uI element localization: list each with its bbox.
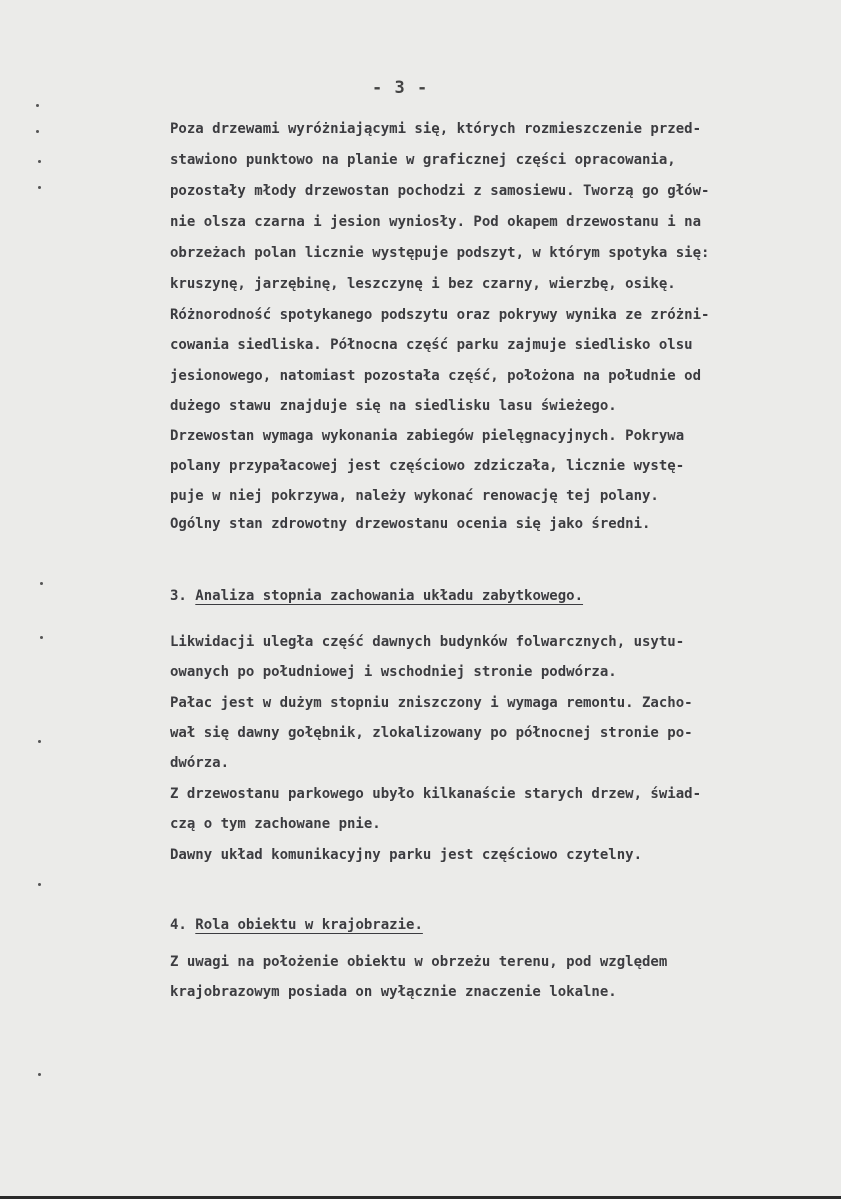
text-line: Pałac jest w dużym stopniu zniszczony i wymaga remontu. Zacho-	[170, 695, 693, 711]
text-line: Różnorodność spotykanego podszytu oraz pokrywy wynika ze zróżni-	[170, 307, 710, 323]
text-line: Z uwagi na położenie obiektu w obrzeżu terenu, pod względem	[170, 954, 668, 970]
text-line: wał się dawny gołębnik, zlokalizowany po północnej stronie po-	[170, 725, 693, 741]
page-number: - 3 -	[372, 78, 429, 98]
text-line: dużego stawu znajduje się na siedlisku lasu świeżego.	[170, 398, 617, 414]
text-line: owanych po południowej i wschodniej stronie podwórza.	[170, 664, 617, 680]
section-title: Analiza stopnia zachowania układu zabytkowego.	[195, 588, 584, 604]
section-3-heading	[170, 588, 583, 604]
punch-mark	[36, 130, 39, 133]
text-line: nie olsza czarna i jesion wyniosły. Pod okapem drzewostanu i na	[170, 214, 702, 230]
punch-mark	[36, 104, 39, 107]
text-line: cowania siedliska. Północna część parku zajmuje siedlisko olsu	[170, 337, 693, 353]
text-line: pozostały młody drzewostan pochodzi z samosiewu. Tworzą go głów-	[170, 183, 710, 199]
punch-mark	[40, 582, 43, 585]
punch-mark	[38, 186, 41, 189]
section-number: 4.	[170, 917, 187, 933]
text-line: Likwidacji uległa część dawnych budynków folwarcznych, usytu-	[170, 634, 685, 650]
punch-mark	[38, 160, 41, 163]
punch-mark	[38, 883, 41, 886]
punch-mark	[38, 740, 41, 743]
section-4-heading	[170, 917, 423, 933]
text-line: Drzewostan wymaga wykonania zabiegów pielęgnacyjnych. Pokrywa	[170, 428, 685, 444]
section-title: Rola obiektu w krajobrazie.	[195, 917, 423, 933]
text-line: Ogólny stan zdrowotny drzewostanu ocenia się jako średni.	[170, 516, 651, 532]
text-line: puje w niej pokrzywa, należy wykonać renowację tej polany.	[170, 488, 659, 504]
text-line: polany przypałacowej jest częściowo zdziczała, licznie wystę-	[170, 458, 685, 474]
text-line: Poza drzewami wyróżniającymi się, których rozmieszczenie przed-	[170, 121, 702, 137]
text-line: jesionowego, natomiast pozostała część, położona na południe od	[170, 368, 702, 384]
text-line: czą o tym zachowane pnie.	[170, 816, 381, 832]
punch-mark	[40, 636, 43, 639]
punch-mark	[38, 1073, 41, 1076]
section-number: 3.	[170, 588, 187, 604]
text-line: stawiono punktowo na planie w graficznej części opracowania,	[170, 152, 676, 168]
text-line: dwórza.	[170, 755, 230, 771]
text-line: kruszynę, jarzębinę, leszczynę i bez czarny, wierzbę, osikę.	[170, 276, 676, 292]
text-line: Dawny układ komunikacyjny parku jest częściowo czytelny.	[170, 847, 643, 863]
text-line: obrzeżach polan licznie występuje podszyt, w którym spotyka się:	[170, 245, 710, 261]
text-line: krajobrazowym posiada on wyłącznie znaczenie lokalne.	[170, 984, 617, 1000]
text-line: Z drzewostanu parkowego ubyło kilkanaście starych drzew, świad-	[170, 786, 702, 802]
